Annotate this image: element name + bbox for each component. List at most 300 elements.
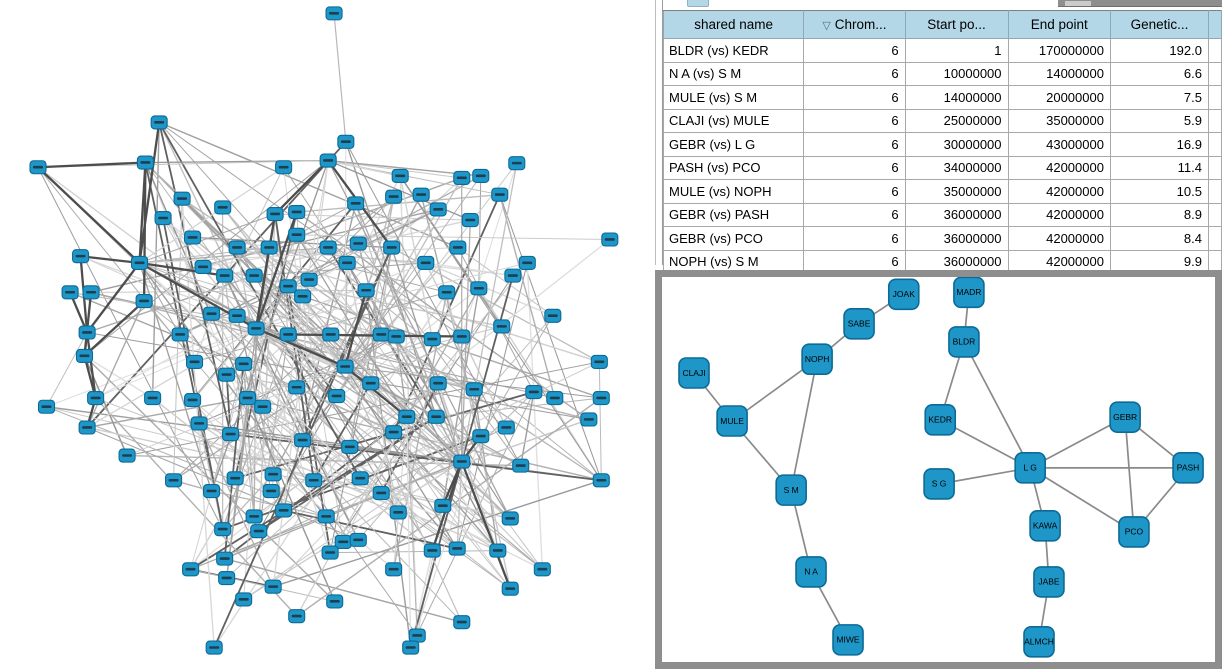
network-node[interactable]: [335, 535, 351, 548]
network-node[interactable]: [591, 355, 607, 368]
network-node[interactable]: [280, 328, 296, 341]
network-node[interactable]: [223, 428, 239, 441]
network-node[interactable]: [338, 135, 354, 148]
node-label: [270, 213, 280, 216]
network-node-noph[interactable]: [802, 344, 832, 374]
node-label: [158, 217, 168, 220]
table-cell[interactable]: 42000000: [1008, 227, 1110, 251]
network-node[interactable]: [215, 201, 231, 214]
network-node[interactable]: [248, 322, 264, 335]
network-node[interactable]: [229, 309, 245, 322]
table-cell[interactable]: 6.6: [1110, 62, 1208, 86]
network-node[interactable]: [204, 307, 220, 320]
network-node[interactable]: [229, 241, 245, 254]
node-label: MIWE: [836, 634, 860, 645]
network-node-kedr[interactable]: [925, 405, 955, 435]
network-node[interactable]: [251, 525, 267, 538]
table-cell[interactable]: 14000000: [905, 86, 1008, 110]
node-label: JABE: [1038, 576, 1060, 587]
table-cell[interactable]: [1208, 86, 1221, 110]
table-cell[interactable]: [1208, 203, 1221, 227]
network-node[interactable]: [30, 161, 46, 174]
network-node[interactable]: [183, 563, 199, 576]
table-cell[interactable]: 25000000: [905, 109, 1008, 133]
network-node[interactable]: [473, 169, 489, 182]
network-node[interactable]: [428, 410, 444, 423]
network-node[interactable]: [255, 400, 271, 413]
table-cell[interactable]: 35000000: [905, 180, 1008, 204]
table-cell[interactable]: 43000000: [1008, 133, 1110, 157]
network-node[interactable]: [413, 188, 429, 201]
edge: [599, 362, 601, 480]
table-cell[interactable]: N A (vs) S M: [664, 62, 804, 86]
node-label: [389, 568, 399, 571]
network-node[interactable]: [246, 269, 262, 282]
network-node-sabe[interactable]: [844, 309, 874, 339]
network-node[interactable]: [473, 430, 489, 443]
table-cell[interactable]: 7.5: [1110, 86, 1208, 110]
network-node[interactable]: [505, 269, 521, 282]
network-node-joak[interactable]: [889, 279, 919, 309]
table-cell[interactable]: 10000000: [905, 62, 1008, 86]
table-row[interactable]: [664, 39, 1222, 63]
network-node[interactable]: [323, 328, 339, 341]
node-label: [268, 585, 278, 588]
node-label: ALMCH: [1024, 636, 1054, 647]
table-cell[interactable]: 6: [804, 156, 905, 180]
table-row[interactable]: [664, 133, 1222, 157]
network-node[interactable]: [392, 169, 408, 182]
table-cell[interactable]: 192.0: [1110, 39, 1208, 63]
node-label: BLDR: [952, 336, 976, 347]
table-cell[interactable]: 9.9: [1110, 250, 1208, 274]
network-node[interactable]: [519, 256, 535, 269]
table-cell[interactable]: 36000000: [905, 250, 1008, 274]
node-label: [226, 433, 236, 436]
network-node[interactable]: [204, 485, 220, 498]
network-node[interactable]: [280, 280, 296, 293]
network-node[interactable]: [172, 328, 188, 341]
node-label: [239, 363, 249, 366]
table-cell[interactable]: [1208, 156, 1221, 180]
node-label: MULE: [720, 415, 744, 426]
table-cell[interactable]: 30000000: [905, 133, 1008, 157]
network-node[interactable]: [454, 455, 470, 468]
table-cell[interactable]: NOPH (vs) S M: [664, 250, 804, 274]
node-label: [402, 415, 412, 418]
network-node[interactable]: [217, 552, 233, 565]
node-label: [254, 530, 264, 533]
network-node[interactable]: [137, 156, 153, 169]
scrollbar-thumb[interactable]: [1065, 1, 1091, 6]
network-node[interactable]: [494, 320, 510, 333]
network-node[interactable]: [466, 383, 482, 396]
table-cell[interactable]: 6: [804, 39, 905, 63]
network-node-gebr[interactable]: [1110, 402, 1140, 432]
table-header-row: [664, 11, 1222, 39]
network-node[interactable]: [350, 237, 366, 250]
network-node[interactable]: [498, 421, 514, 434]
network-node[interactable]: [526, 386, 542, 399]
network-node[interactable]: [119, 449, 135, 462]
network-node[interactable]: [352, 472, 368, 485]
network-node[interactable]: [593, 392, 609, 405]
network-node[interactable]: [439, 286, 455, 299]
edge-table-panel: [655, 0, 1222, 270]
column-header-genetic---[interactable]: Genetic...: [1110, 11, 1208, 39]
node-label: [283, 333, 293, 336]
network-node[interactable]: [449, 542, 465, 555]
network-node[interactable]: [185, 394, 201, 407]
network-node[interactable]: [490, 544, 506, 557]
node-label: [279, 509, 289, 512]
node-label: [298, 295, 308, 298]
network-node[interactable]: [454, 616, 470, 629]
table-cell[interactable]: 6: [804, 180, 905, 204]
network-node-kawa[interactable]: [1030, 511, 1060, 541]
node-label: [353, 242, 363, 245]
node-label: [351, 202, 361, 205]
network-node[interactable]: [151, 116, 167, 129]
table-row[interactable]: [664, 62, 1222, 86]
table-cell[interactable]: CLAJI (vs) MULE: [664, 109, 804, 133]
network-node[interactable]: [363, 377, 379, 390]
network-node[interactable]: [195, 260, 211, 273]
node-label: [391, 335, 401, 338]
network-node[interactable]: [174, 192, 190, 205]
edge: [38, 167, 223, 529]
network-node[interactable]: [276, 504, 292, 517]
table-cell[interactable]: [1208, 39, 1221, 63]
network-node[interactable]: [136, 295, 152, 308]
network-node-bldr[interactable]: [949, 327, 979, 357]
network-node[interactable]: [581, 413, 597, 426]
table-cell[interactable]: 1: [905, 39, 1008, 63]
network-node[interactable]: [534, 563, 550, 576]
network-node[interactable]: [236, 593, 252, 606]
node-label: [82, 331, 92, 334]
network-node[interactable]: [79, 421, 95, 434]
table-cell[interactable]: 6: [804, 86, 905, 110]
table-cell[interactable]: 6: [804, 250, 905, 274]
node-label: [243, 397, 253, 400]
network-node[interactable]: [430, 203, 446, 216]
network-node[interactable]: [236, 357, 252, 370]
node-label: [65, 291, 75, 294]
node-label: [207, 312, 217, 315]
network-node-madr[interactable]: [954, 277, 984, 307]
network-node[interactable]: [373, 328, 389, 341]
table-cell[interactable]: 14000000: [1008, 62, 1110, 86]
node-label: [239, 598, 249, 601]
table-cell[interactable]: 11.4: [1110, 156, 1208, 180]
table-row[interactable]: [664, 109, 1222, 133]
network-node[interactable]: [83, 286, 99, 299]
node-label: [548, 314, 558, 317]
network-node[interactable]: [384, 241, 400, 254]
network-node[interactable]: [502, 582, 518, 595]
node-label: [323, 159, 333, 162]
network-node-na[interactable]: [796, 557, 826, 587]
network-node[interactable]: [327, 595, 343, 608]
node-label: S G: [931, 478, 947, 489]
network-node[interactable]: [358, 284, 374, 297]
network-node[interactable]: [263, 485, 279, 498]
network-node[interactable]: [593, 474, 609, 487]
network-node[interactable]: [320, 241, 336, 254]
network-node[interactable]: [326, 7, 342, 20]
column-header-extra[interactable]: [1208, 11, 1221, 39]
network-node[interactable]: [435, 499, 451, 512]
network-node[interactable]: [206, 641, 222, 654]
network-node[interactable]: [545, 309, 561, 322]
network-node[interactable]: [88, 392, 104, 405]
table-cell[interactable]: 6: [804, 109, 905, 133]
network-node[interactable]: [187, 355, 203, 368]
node-label: [268, 473, 278, 476]
network-node[interactable]: [289, 206, 305, 219]
table-cell[interactable]: GEBR (vs) PCO: [664, 227, 804, 251]
table-cell[interactable]: 170000000: [1008, 39, 1110, 63]
node-label: [341, 140, 351, 143]
network-node[interactable]: [76, 349, 92, 362]
network-node[interactable]: [276, 161, 292, 174]
node-label: [266, 490, 276, 493]
network-node[interactable]: [388, 330, 404, 343]
network-node[interactable]: [399, 410, 415, 423]
network-node[interactable]: [191, 417, 207, 430]
node-label: [332, 395, 342, 398]
network-node[interactable]: [424, 544, 440, 557]
node-label: [457, 335, 467, 338]
network-node[interactable]: [339, 256, 355, 269]
network-node[interactable]: [289, 381, 305, 394]
table-cell[interactable]: 20000000: [1008, 86, 1110, 110]
table-cell[interactable]: [1208, 109, 1221, 133]
column-header-start-po---[interactable]: Start po...: [905, 11, 1008, 39]
network-node[interactable]: [462, 214, 478, 227]
network-node[interactable]: [295, 434, 311, 447]
node-label: PCO: [1124, 526, 1144, 537]
table-cell[interactable]: 36000000: [905, 227, 1008, 251]
network-node-pco[interactable]: [1119, 517, 1149, 547]
network-node[interactable]: [386, 563, 402, 576]
network-node[interactable]: [219, 368, 235, 381]
table-cell[interactable]: 35000000: [1008, 109, 1110, 133]
edge: [297, 235, 610, 240]
network-node-lg[interactable]: [1015, 453, 1045, 483]
node-label: [427, 338, 437, 341]
edge: [1125, 417, 1134, 532]
node-label: [389, 431, 399, 434]
network-node[interactable]: [322, 546, 338, 559]
network-node[interactable]: [246, 510, 262, 523]
network-node[interactable]: [418, 256, 434, 269]
node-label: [175, 333, 185, 336]
table-row[interactable]: [664, 180, 1222, 204]
table-cell[interactable]: GEBR (vs) PASH: [664, 203, 804, 227]
network-node[interactable]: [386, 190, 402, 203]
node-label: [340, 365, 350, 368]
node-label: [474, 287, 484, 290]
node-label: [342, 262, 352, 265]
network-node[interactable]: [265, 580, 281, 593]
network-node[interactable]: [289, 228, 305, 241]
table-cell[interactable]: 6: [804, 227, 905, 251]
network-node[interactable]: [390, 506, 406, 519]
column-header-shared-name[interactable]: shared name: [664, 11, 804, 39]
network-node[interactable]: [348, 197, 364, 210]
network-node-pash[interactable]: [1173, 453, 1203, 483]
network-node[interactable]: [602, 233, 618, 246]
node-label: [433, 382, 443, 385]
network-node[interactable]: [547, 392, 563, 405]
network-node-almch[interactable]: [1024, 627, 1054, 657]
table-row[interactable]: [664, 227, 1222, 251]
node-label: [209, 646, 219, 649]
table-cell[interactable]: MULE (vs) S M: [664, 86, 804, 110]
node-label: [222, 373, 232, 376]
node-label: [321, 515, 331, 518]
network-node[interactable]: [471, 282, 487, 295]
column-header-chrom---[interactable]: ▽ Chrom...: [804, 11, 905, 39]
network-node-mule[interactable]: [717, 406, 747, 436]
network-node[interactable]: [350, 533, 366, 546]
table-cell[interactable]: [1208, 180, 1221, 204]
network-node[interactable]: [306, 474, 322, 487]
node-label: [292, 386, 302, 389]
network-node[interactable]: [373, 487, 389, 500]
network-node-miwe[interactable]: [833, 625, 863, 655]
node-label: [218, 528, 228, 531]
edge: [964, 342, 1030, 468]
network-node[interactable]: [185, 231, 201, 244]
network-node-sm[interactable]: [776, 475, 806, 505]
table-cell[interactable]: 6: [804, 62, 905, 86]
table-cell[interactable]: 8.4: [1110, 227, 1208, 251]
network-node[interactable]: [289, 610, 305, 623]
network-node[interactable]: [217, 269, 233, 282]
table-cell[interactable]: 36000000: [905, 203, 1008, 227]
node-label: [594, 361, 604, 364]
node-label: [222, 577, 232, 580]
table-row[interactable]: [664, 86, 1222, 110]
node-label: [584, 418, 594, 421]
node-label: [154, 121, 164, 124]
node-label: MADR: [956, 287, 982, 298]
network-node[interactable]: [318, 510, 334, 523]
table-row[interactable]: [664, 156, 1222, 180]
network-node[interactable]: [492, 188, 508, 201]
network-node[interactable]: [240, 392, 256, 405]
network-node[interactable]: [450, 241, 466, 254]
node-label: [220, 557, 230, 560]
table-cell[interactable]: 6: [804, 203, 905, 227]
network-node[interactable]: [430, 377, 446, 390]
network-node[interactable]: [145, 392, 161, 405]
table-cell[interactable]: 42000000: [1008, 156, 1110, 180]
node-label: [522, 262, 532, 265]
table-cell[interactable]: 5.9: [1110, 109, 1208, 133]
network-node[interactable]: [62, 286, 78, 299]
detail-network-background[interactable]: [662, 277, 1215, 662]
network-node[interactable]: [219, 572, 235, 585]
table-cell[interactable]: 6: [804, 133, 905, 157]
network-node[interactable]: [424, 333, 440, 346]
table-cell[interactable]: PASH (vs) PCO: [664, 156, 804, 180]
network-node-jabe[interactable]: [1034, 567, 1064, 597]
table-cell[interactable]: [1208, 62, 1221, 86]
table-cell[interactable]: 34000000: [905, 156, 1008, 180]
network-node[interactable]: [454, 171, 470, 184]
node-label: [457, 621, 467, 624]
table-cell[interactable]: BLDR (vs) KEDR: [664, 39, 804, 63]
column-header-end-point[interactable]: End point: [1008, 11, 1110, 39]
node-label: [431, 415, 441, 418]
network-node[interactable]: [261, 241, 277, 254]
network-node[interactable]: [320, 154, 336, 167]
network-node-claji[interactable]: [679, 358, 709, 388]
network-node[interactable]: [215, 523, 231, 536]
network-node[interactable]: [295, 290, 311, 303]
horizontal-scrollbar[interactable]: [1058, 0, 1222, 7]
network-node[interactable]: [79, 326, 95, 339]
node-label: [329, 12, 339, 15]
network-node[interactable]: [342, 440, 358, 453]
table-cell[interactable]: 42000000: [1008, 250, 1110, 274]
network-node[interactable]: [386, 426, 402, 439]
network-node[interactable]: [403, 641, 419, 654]
network-node[interactable]: [166, 474, 182, 487]
network-node[interactable]: [227, 472, 243, 485]
network-node[interactable]: [155, 212, 171, 225]
network-node[interactable]: [39, 400, 55, 413]
table-cell[interactable]: [1208, 227, 1221, 251]
network-node[interactable]: [513, 459, 529, 472]
table-row[interactable]: [664, 203, 1222, 227]
node-label: [33, 166, 43, 169]
network-node[interactable]: [502, 512, 518, 525]
table-cell[interactable]: [1208, 133, 1221, 157]
detail-network-canvas[interactable]: [662, 277, 1215, 662]
table-cell[interactable]: 16.9: [1110, 133, 1208, 157]
node-label: [148, 397, 158, 400]
network-node[interactable]: [337, 360, 353, 373]
network-node[interactable]: [509, 157, 525, 170]
network-node[interactable]: [301, 273, 317, 286]
network-node[interactable]: [454, 330, 470, 343]
table-cell[interactable]: 10.5: [1110, 180, 1208, 204]
table-tab[interactable]: [687, 0, 709, 7]
node-label: [169, 479, 179, 482]
network-node[interactable]: [267, 208, 283, 221]
node-label: [86, 291, 96, 294]
network-node[interactable]: [73, 250, 89, 263]
network-node[interactable]: [409, 629, 425, 642]
table-cell[interactable]: GEBR (vs) L G: [664, 133, 804, 157]
network-node[interactable]: [132, 256, 148, 269]
network-node-sg[interactable]: [924, 469, 954, 499]
network-node[interactable]: [329, 390, 345, 403]
node-label: [232, 314, 242, 317]
table-cell[interactable]: MULE (vs) NOPH: [664, 180, 804, 204]
node-label: [188, 399, 198, 402]
detail-network-panel[interactable]: [655, 270, 1222, 669]
table-cell[interactable]: 42000000: [1008, 203, 1110, 227]
network-node[interactable]: [265, 468, 281, 481]
table-cell[interactable]: 8.9: [1110, 203, 1208, 227]
table-cell[interactable]: 42000000: [1008, 180, 1110, 204]
